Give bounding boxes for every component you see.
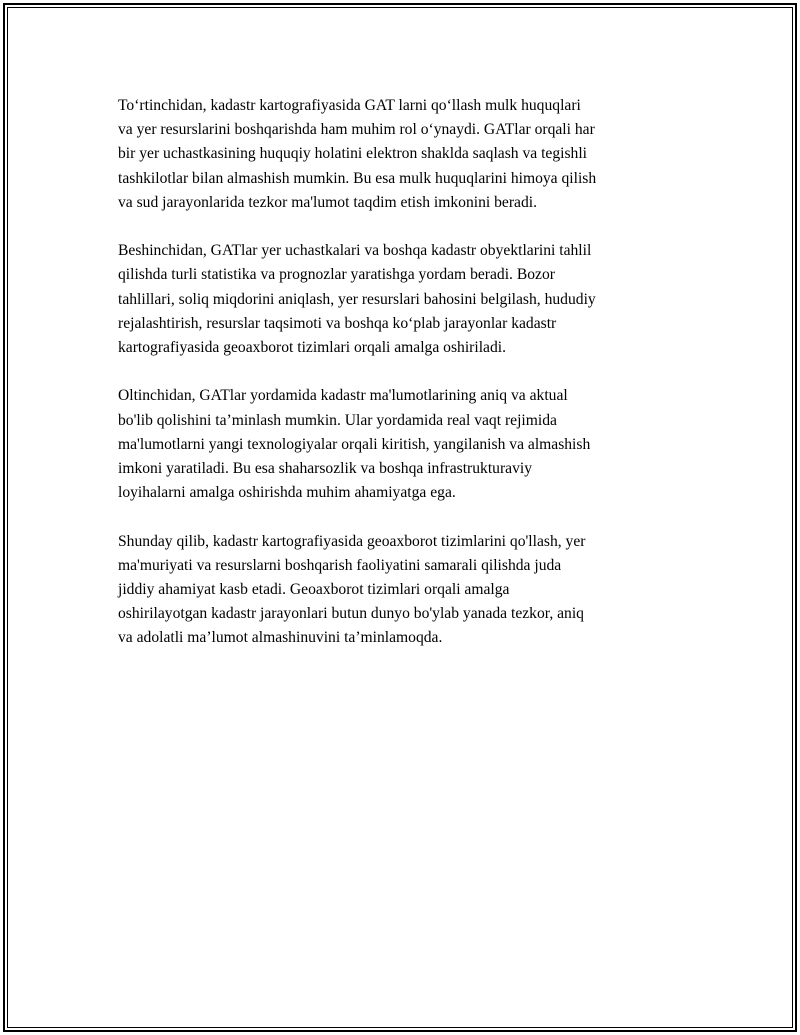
paragraph-3: Oltinchidan, GATlar yordamida kadastr ma'lumotlarining aniq va aktual bo'lib qolishini ta’minlash mumkin. Ular yordamida real vaqt rejimida ma'lumotlarni yangi texnologiyalar orqali kiritish, yangilanish va almashish imkoni yaratiladi. Bu esa shaharsozlik va boshqa infrastrukturaviy loyihalarni amalga oshirishda muhim ahamiyatga ega. xyxy=(118,387,591,502)
document-body xyxy=(118,94,688,675)
paragraph-1: To‘rtinchidan, kadastr kartografiyasida GAT larni qo‘llash mulk huquqlari va yer resurslarini boshqarishda ham muhim rol o‘ynaydi. GATlar orqali har bir yer uchastkasining huquqiy holatini elektron shaklda saqlash va tegishli tashkilotlar bilan almashish mumkin. Bu esa mulk huquqlarini himoya qilish va sud jarayonlarida tezkor ma'lumot taqdim etish imkonini beradi. xyxy=(118,97,597,211)
paragraph-4: Shunday qilib, kadastr kartografiyasida geoaxborot tizimlarini qo'llash, yer ma'muriyati va resurslarni boshqarish faoliyatini samarali qilishda juda jiddiy ahamiyat kasb etadi. Geoaxborot tizimlari orqali amalga oshirilayotgan kadastr jarayonlari butun dunyo bo'ylab yanada tezkor, aniq va adolatli ma’lumot almashinuvini ta’minlamoqda. xyxy=(118,532,586,647)
paragraph-2: Beshinchidan, GATlar yer uchastkalari va boshqa kadastr obyektlarini tahlil qilishda turli statistika va prognozlar yaratishga yordam beradi. Bozor tahlillari, soliq miqdorini aniqlash, yer resurslari bahosini belgilash, hududiy rejalashtirish, resurslar taqsimoti va boshqa ko‘plab jarayonlar kadastr kartografiyasida geoaxborot tizimlari orqali amalga oshiriladi. xyxy=(118,242,596,357)
